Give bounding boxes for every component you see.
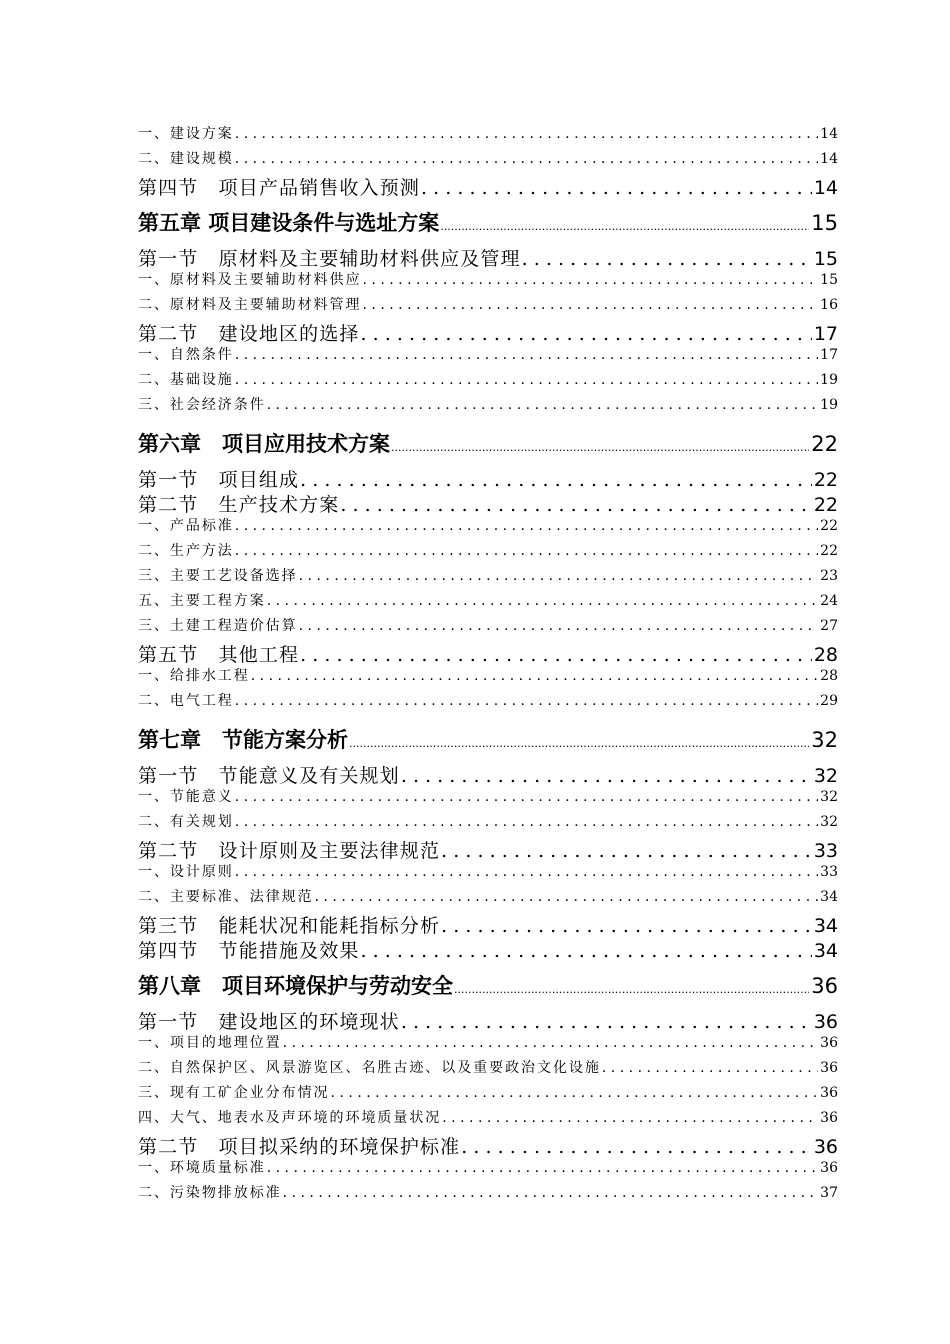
toc-entry-title: 第二节 建设地区的选择 xyxy=(138,323,360,345)
toc-leader-dots xyxy=(315,889,819,905)
toc-leader-dots xyxy=(461,1136,812,1158)
toc-entry-title: 一、项目的地理位置 xyxy=(138,1035,282,1051)
toc-subsection-entry[interactable] xyxy=(138,540,838,565)
toc-entry-title: 第五节 其他工程 xyxy=(138,644,300,666)
toc-section-entry[interactable] xyxy=(138,640,838,665)
toc-entry-title: 三、主要工艺设备选择 xyxy=(138,568,298,584)
toc-leader-dots xyxy=(340,494,811,516)
toc-page-number: 28 xyxy=(813,644,838,666)
toc-page-number: 36 xyxy=(813,1136,838,1158)
toc-entry-title: 三、社会经济条件 xyxy=(138,397,266,413)
toc-leader-dots xyxy=(283,1185,819,1201)
toc-leader-dots xyxy=(235,518,818,534)
toc-page-number: 36 xyxy=(820,1110,838,1126)
toc-subsection-entry[interactable] xyxy=(138,615,838,640)
toc-entry-title: 二、有关规划 xyxy=(138,814,234,830)
toc-section-entry[interactable] xyxy=(138,173,838,198)
toc-entry-title: 一、产品标准 xyxy=(138,518,234,534)
toc-section-entry[interactable] xyxy=(138,936,838,961)
toc-leader-dots xyxy=(267,593,818,609)
toc-page-number: 14 xyxy=(813,177,838,199)
toc-entry-title: 第五章 项目建设条件与选址方案 xyxy=(138,211,440,235)
toc-leader-dots xyxy=(235,151,818,167)
toc-entry-title: 一、给排水工程 xyxy=(138,668,250,684)
toc-entry-title: 二、电气工程 xyxy=(138,693,234,709)
toc-section-entry[interactable] xyxy=(138,761,838,786)
toc-entry-title: 第一节 节能意义及有关规划 xyxy=(138,765,400,787)
toc-leader-dots xyxy=(421,177,812,199)
toc-subsection-entry[interactable] xyxy=(138,861,838,886)
toc-page-number: 15 xyxy=(820,272,838,288)
toc-section-entry[interactable] xyxy=(138,911,838,936)
toc-page-number: 17 xyxy=(813,323,838,345)
toc-page-number: 15 xyxy=(811,211,838,235)
toc-leader-dots xyxy=(235,347,818,363)
toc-page-number: 22 xyxy=(820,518,838,534)
toc-page-number: 36 xyxy=(820,1085,838,1101)
toc-entry-title: 三、土建工程造价估算 xyxy=(138,618,298,634)
toc-page-number: 32 xyxy=(811,728,838,752)
toc-page-number: 22 xyxy=(820,543,838,559)
toc-page-number: 32 xyxy=(820,789,838,805)
toc-leader-dots xyxy=(331,1085,819,1101)
toc-subsection-entry[interactable] xyxy=(138,344,838,369)
toc-entry-title: 第二节 设计原则及主要法律规范 xyxy=(138,840,441,862)
toc-page-number: 19 xyxy=(820,397,838,413)
toc-leader-dots xyxy=(362,272,818,288)
toc-chapter-entry[interactable] xyxy=(138,207,838,238)
toc-page-number: 36 xyxy=(813,1011,838,1033)
toc-leader-dots xyxy=(349,737,809,750)
toc-page-number: 37 xyxy=(820,1185,838,1201)
toc-leader-dots xyxy=(300,469,812,491)
toc-page-number: 22 xyxy=(813,494,838,516)
toc-entry-title: 二、生产方法 xyxy=(138,543,234,559)
toc-entry-title: 第四节 节能措施及效果 xyxy=(138,940,360,962)
toc-entry-title: 第一节 项目组成 xyxy=(138,469,300,491)
toc-chapter-entry[interactable] xyxy=(138,724,838,755)
toc-page-number: 14 xyxy=(820,151,838,167)
toc-page-number: 32 xyxy=(820,814,838,830)
toc-leader-dots xyxy=(235,543,818,559)
toc-page-number: 36 xyxy=(820,1035,838,1051)
toc-entry-title: 五、主要工程方案 xyxy=(138,593,266,609)
toc-subsection-entry[interactable] xyxy=(138,565,838,590)
toc-leader-dots xyxy=(299,618,819,634)
toc-entry-title: 第一节 建设地区的环境现状 xyxy=(138,1011,400,1033)
toc-page-number: 14 xyxy=(820,126,838,142)
toc-entry-title: 二、自然保护区、风景游览区、名胜古迹、以及重要政治文化设施 xyxy=(138,1060,601,1076)
toc-page-number: 16 xyxy=(820,297,838,313)
toc-entry-title: 二、建设规模 xyxy=(138,151,234,167)
toc-section-entry[interactable] xyxy=(138,836,838,861)
toc-subsection-entry[interactable] xyxy=(138,394,838,419)
toc-section-entry[interactable] xyxy=(138,1132,838,1157)
toc-subsection-entry[interactable] xyxy=(138,1082,838,1107)
toc-subsection-entry[interactable] xyxy=(138,1157,838,1182)
toc-leader-dots xyxy=(235,864,818,880)
toc-entry-title: 一、设计原则 xyxy=(138,864,234,880)
toc-leader-dots xyxy=(235,693,818,709)
toc-page-number: 24 xyxy=(820,593,838,609)
toc-subsection-entry[interactable] xyxy=(138,515,838,540)
toc-page-number: 36 xyxy=(820,1160,838,1176)
toc-page-number: 17 xyxy=(820,347,838,363)
toc-subsection-entry[interactable] xyxy=(138,886,838,911)
toc-subsection-entry[interactable] xyxy=(138,786,838,811)
toc-entry-title: 一、节能意义 xyxy=(138,789,234,805)
toc-leader-dots xyxy=(283,1035,819,1051)
toc-leader-dots xyxy=(454,983,809,996)
toc-entry-title: 三、现有工矿企业分布情况 xyxy=(138,1085,330,1101)
toc-entry-title: 第三节 能耗状况和能耗指标分析 xyxy=(138,915,441,937)
toc-page-number: 36 xyxy=(811,974,838,998)
toc-page-number: 28 xyxy=(820,668,838,684)
toc-leader-dots xyxy=(441,840,812,862)
toc-page-number: 32 xyxy=(813,765,838,787)
toc-subsection-entry[interactable] xyxy=(138,269,838,294)
toc-leader-dots xyxy=(235,814,818,830)
toc-entry-title: 二、污染物排放标准 xyxy=(138,1185,282,1201)
toc-page-number: 23 xyxy=(820,568,838,584)
toc-leader-dots xyxy=(401,765,812,787)
toc-leader-dots xyxy=(440,220,809,233)
toc-leader-dots xyxy=(267,1160,818,1176)
toc-entry-title: 第七章 节能方案分析 xyxy=(138,728,348,752)
toc-entry-title: 一、建设方案 xyxy=(138,126,234,142)
toc-entry-title: 第八章 项目环境保护与劳动安全 xyxy=(138,974,453,998)
toc-chapter-entry[interactable] xyxy=(138,970,838,1001)
toc-leader-dots xyxy=(267,397,818,413)
toc-leader-dots xyxy=(251,668,818,684)
toc-section-entry[interactable] xyxy=(138,319,838,344)
toc-leader-dots xyxy=(362,297,818,313)
toc-chapter-entry[interactable] xyxy=(138,428,838,459)
toc-section-entry[interactable] xyxy=(138,490,838,515)
toc-section-entry[interactable] xyxy=(138,1007,838,1032)
toc-leader-dots xyxy=(361,940,812,962)
toc-leader-dots xyxy=(602,1060,818,1076)
toc-entry-title: 二、原材料及主要辅助材料管理 xyxy=(138,297,362,313)
toc-page-number: 15 xyxy=(813,248,838,270)
toc-page-number: 33 xyxy=(813,840,838,862)
toc-entry-title: 第四节 项目产品销售收入预测 xyxy=(138,177,420,199)
toc-subsection-entry[interactable] xyxy=(138,1032,838,1057)
toc-subsection-entry[interactable] xyxy=(138,123,838,148)
toc-entry-title: 一、环境质量标准 xyxy=(138,1160,266,1176)
toc-subsection-entry[interactable] xyxy=(138,690,838,715)
toc-page-number: 22 xyxy=(813,469,838,491)
toc-entry-title: 第六章 项目应用技术方案 xyxy=(138,432,390,456)
toc-subsection-entry[interactable] xyxy=(138,294,838,319)
toc-leader-dots xyxy=(361,323,812,345)
toc-page-number: 34 xyxy=(813,940,838,962)
toc-page-number: 34 xyxy=(813,915,838,937)
toc-subsection-entry[interactable] xyxy=(138,665,838,690)
toc-entry-title: 一、原材料及主要辅助材料供应 xyxy=(138,272,362,288)
toc-page-number: 36 xyxy=(820,1060,838,1076)
toc-page-number: 34 xyxy=(820,889,838,905)
table-of-contents xyxy=(138,123,838,1207)
toc-entry-title: 第二节 生产技术方案 xyxy=(138,494,340,516)
toc-entry-title: 第一节 原材料及主要辅助材料供应及管理 xyxy=(138,248,521,270)
toc-page-number: 27 xyxy=(820,618,838,634)
toc-page-number: 29 xyxy=(820,693,838,709)
toc-leader-dots xyxy=(391,441,809,454)
toc-page-number: 19 xyxy=(820,372,838,388)
toc-subsection-entry[interactable] xyxy=(138,811,838,836)
toc-leader-dots xyxy=(299,568,819,584)
toc-page-number: 33 xyxy=(820,864,838,880)
toc-subsection-entry[interactable] xyxy=(138,1057,838,1082)
toc-section-entry[interactable] xyxy=(138,465,838,490)
toc-leader-dots xyxy=(300,644,812,666)
toc-subsection-entry[interactable] xyxy=(138,590,838,615)
toc-leader-dots xyxy=(442,1110,818,1126)
toc-entry-title: 二、主要标准、法律规范 xyxy=(138,889,314,905)
toc-entry-title: 四、大气、地表水及声环境的环境质量状况 xyxy=(138,1110,442,1126)
toc-entry-title: 第二节 项目拟采纳的环境保护标准 xyxy=(138,1136,461,1158)
toc-leader-dots xyxy=(235,789,818,805)
toc-entry-title: 二、基础设施 xyxy=(138,372,234,388)
toc-leader-dots xyxy=(235,372,818,388)
toc-leader-dots xyxy=(235,126,818,142)
toc-subsection-entry[interactable] xyxy=(138,369,838,394)
toc-leader-dots xyxy=(441,915,812,937)
toc-subsection-entry[interactable] xyxy=(138,1182,838,1207)
toc-leader-dots xyxy=(401,1011,812,1033)
toc-subsection-entry[interactable] xyxy=(138,1107,838,1132)
toc-entry-title: 一、自然条件 xyxy=(138,347,234,363)
toc-subsection-entry[interactable] xyxy=(138,148,838,173)
toc-leader-dots xyxy=(522,248,812,270)
toc-page-number: 22 xyxy=(811,432,838,456)
toc-section-entry[interactable] xyxy=(138,244,838,269)
